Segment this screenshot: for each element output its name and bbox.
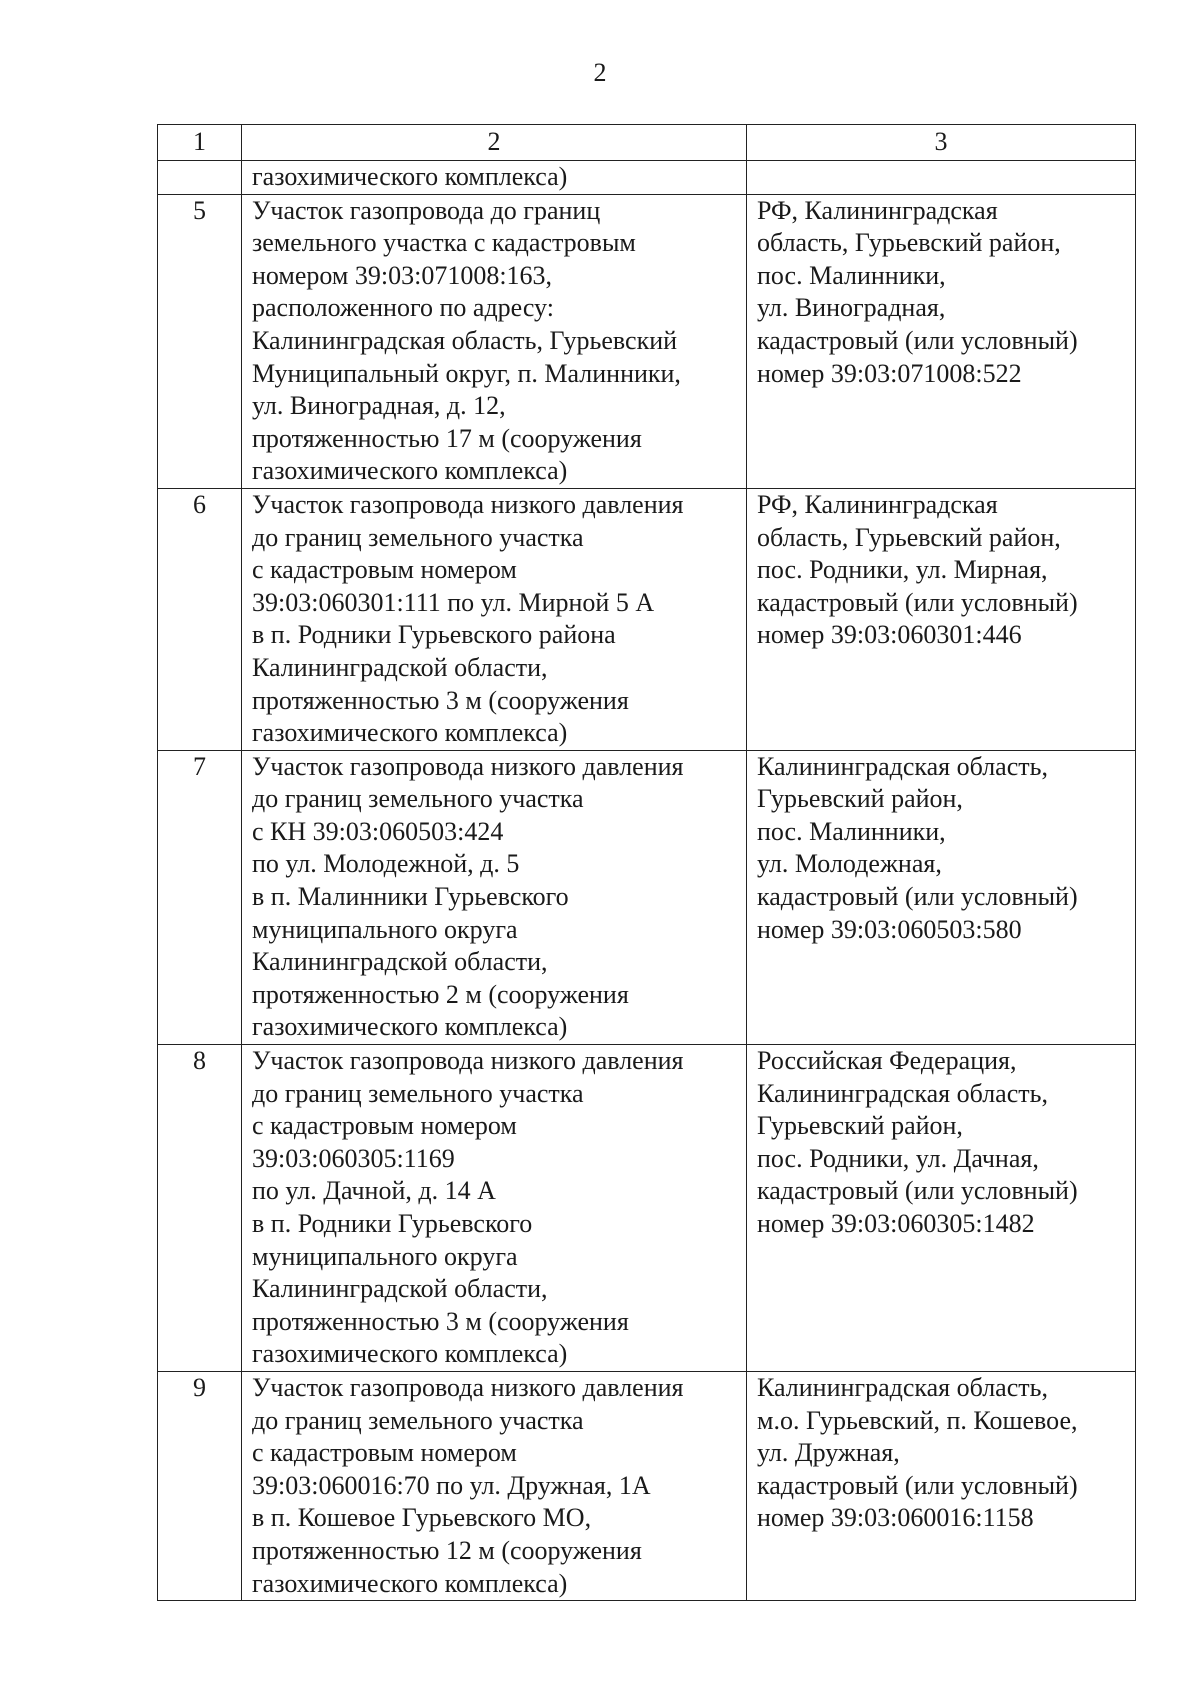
table-row (158, 1045, 1136, 1372)
row-number (158, 161, 242, 195)
table-row (158, 194, 1136, 488)
row-number: 9 (158, 1371, 242, 1600)
table-row (158, 488, 1136, 750)
object-description: Участок газопровода низкого давления до границ земельного участка с кадастровым номером 39:03:060301:111 по ул. Мирной 5 А в п. Родники Гурьевского района Калининградской области, протяженностью 3 м (сооружения газохимического комплекса) (242, 488, 747, 750)
object-address (747, 161, 1136, 195)
row-number: 5 (158, 194, 242, 488)
object-address: Калининградская область, Гурьевский район, пос. Малинники, ул. Молодежная, кадастровый (или условный) номер 39:03:060503:580 (747, 750, 1136, 1044)
table-row (158, 1371, 1136, 1600)
object-description: газохимического комплекса) (242, 161, 747, 195)
table-header-row (158, 125, 1136, 161)
object-description: Участок газопровода низкого давления до границ земельного участка с кадастровым номером 39:03:060305:1169 по ул. Дачной, д. 14 А в п. Родники Гурьевского муниципального округа Калининградской области, протяженностью 3 м (сооружения газохимического комплекса) (242, 1045, 747, 1372)
row-number: 6 (158, 488, 242, 750)
row-number: 8 (158, 1045, 242, 1372)
table-row (158, 161, 1136, 195)
object-address: Калининградская область, м.о. Гурьевский, п. Кошевое, ул. Дружная, кадастровый (или условный) номер 39:03:060016:1158 (747, 1371, 1136, 1600)
objects-table (157, 124, 1136, 1601)
column-header-2: 2 (242, 125, 747, 161)
object-address: РФ, Калининградская область, Гурьевский район, пос. Малинники, ул. Виноградная, кадастровый (или условный) номер 39:03:071008:522 (747, 194, 1136, 488)
object-address: РФ, Калининградская область, Гурьевский район, пос. Родники, ул. Мирная, кадастровый (или условный) номер 39:03:060301:446 (747, 488, 1136, 750)
table-row (158, 750, 1136, 1044)
column-header-1: 1 (158, 125, 242, 161)
object-description: Участок газопровода до границ земельного участка с кадастровым номером 39:03:071008:163, расположенного по адресу: Калининградская область, Гурьевский Муниципальный округ, п. Малинники, ул. Виноградная, д. 12, протяженностью 17 м (сооружения газохимического комплекса) (242, 194, 747, 488)
column-header-3: 3 (747, 125, 1136, 161)
row-number: 7 (158, 750, 242, 1044)
page-number: 2 (593, 58, 607, 87)
object-description: Участок газопровода низкого давления до границ земельного участка с кадастровым номером 39:03:060016:70 по ул. Дружная, 1А в п. Кошевое Гурьевского МО, протяженностью 12 м (сооружения газохимического комплекса) (242, 1371, 747, 1600)
object-description: Участок газопровода низкого давления до границ земельного участка с КН 39:03:060503:424 по ул. Молодежной, д. 5 в п. Малинники Гурьевского муниципального округа Калининградской области, протяженностью 2 м (сооружения газохимического комплекса) (242, 750, 747, 1044)
object-address: Российская Федерация, Калининградская область, Гурьевский район, пос. Родники, ул. Дачная, кадастровый (или условный) номер 39:03:060305:1482 (747, 1045, 1136, 1372)
